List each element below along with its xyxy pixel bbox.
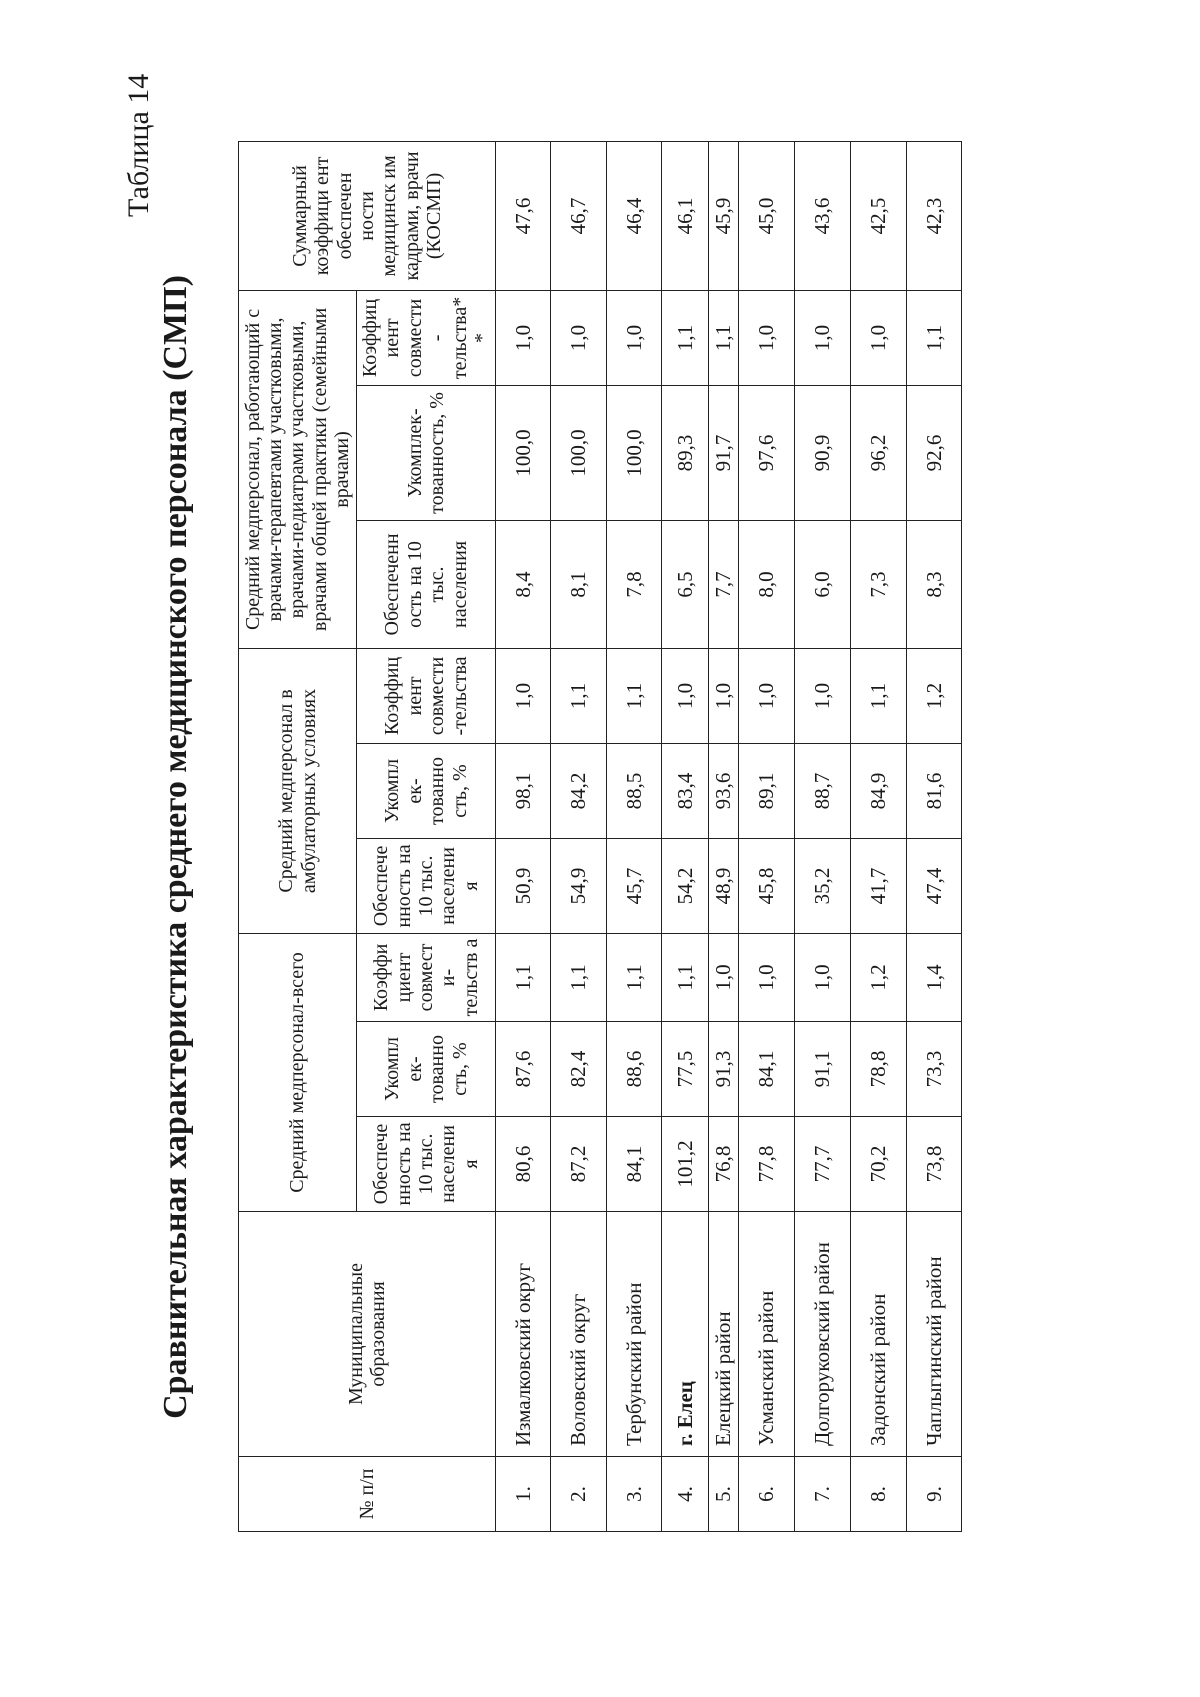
cell-district-staffing: 100,0 (607, 385, 662, 520)
cell-ambulatory-coefficient: 1,0 (795, 648, 851, 743)
cell-total-staffing: 88,6 (607, 1022, 662, 1117)
cell-total-coefficient: 1,2 (851, 933, 907, 1021)
cell-district-staffing: 96,2 (851, 385, 907, 520)
cell-district-coefficient: 1,0 (496, 290, 551, 385)
header-group-ambulatory: Средний медперсонал в амбулаторных условиях (239, 648, 357, 933)
cell-municipality: Чаплыгинский район (907, 1212, 962, 1457)
cell-ambulatory-staffing: 93,6 (709, 743, 739, 838)
header-ambulatory-staffing: Укомпл ек- тованно сть, % (357, 743, 496, 838)
cell-ambulatory-staffing: 84,2 (551, 743, 607, 838)
header-total-provision: Обеспече нность на 10 тыс. населени я (357, 1117, 496, 1212)
cell-total-staffing: 77,5 (662, 1022, 709, 1117)
table-row (739, 141, 795, 1531)
cell-municipality: г. Елец (662, 1212, 709, 1457)
cell-district-coefficient: 1,1 (662, 290, 709, 385)
table-row (607, 141, 662, 1531)
cell-ambulatory-provision: 45,8 (739, 838, 795, 933)
cell-ambulatory-staffing: 83,4 (662, 743, 709, 838)
cell-ambulatory-staffing: 88,7 (795, 743, 851, 838)
table-body (496, 141, 962, 1531)
cell-ambulatory-staffing: 89,1 (739, 743, 795, 838)
table-number-label: Таблица 14 (122, 73, 155, 217)
cell-district-provision: 7,8 (607, 520, 662, 648)
cell-ambulatory-coefficient: 1,1 (607, 648, 662, 743)
table-row (851, 141, 907, 1531)
header-district-staffing: Укомплек- тованность, % (357, 385, 496, 520)
document-title: Сравнительная характеристика среднего медицинского персонала (СМП) (157, 275, 194, 1419)
cell-ambulatory-provision: 47,4 (907, 838, 962, 933)
cell-ambulatory-coefficient: 1,0 (709, 648, 739, 743)
cell-ambulatory-coefficient: 1,1 (851, 648, 907, 743)
cell-kosmp: 46,7 (551, 141, 607, 290)
cell-total-coefficient: 1,1 (551, 933, 607, 1021)
header-ambulatory-provision: Обеспече нность на 10 тыс. населени я (357, 838, 496, 933)
cell-kosmp: 45,0 (739, 141, 795, 290)
cell-ambulatory-staffing: 98,1 (496, 743, 551, 838)
cell-total-provision: 101,2 (662, 1117, 709, 1212)
cell-ambulatory-provision: 41,7 (851, 838, 907, 933)
cell-district-provision: 7,3 (851, 520, 907, 648)
cell-district-coefficient: 1,0 (851, 290, 907, 385)
cell-total-coefficient: 1,0 (709, 933, 739, 1021)
header-kosmp: Суммарный коэффици ент обеспечен ности медицинск им кадрами, врачи (КОСМП) (239, 141, 496, 290)
table-row (551, 141, 607, 1531)
header-number: № п/п (239, 1457, 496, 1532)
cell-municipality: Измалковский округ (496, 1212, 551, 1457)
cell-ambulatory-coefficient: 1,1 (551, 648, 607, 743)
cell-ambulatory-coefficient: 1,0 (739, 648, 795, 743)
cell-number: 4. (662, 1457, 709, 1532)
cell-total-coefficient: 1,1 (607, 933, 662, 1021)
cell-number: 6. (739, 1457, 795, 1532)
cell-total-provision: 84,1 (607, 1117, 662, 1212)
cell-district-staffing: 100,0 (496, 385, 551, 520)
header-total-staffing: Укомпл ек- тованно сть, % (357, 1022, 496, 1117)
cell-number: 5. (709, 1457, 739, 1532)
table-row (907, 141, 962, 1531)
cell-number: 3. (607, 1457, 662, 1532)
cell-total-provision: 77,8 (739, 1117, 795, 1212)
cell-district-provision: 8,0 (739, 520, 795, 648)
cell-ambulatory-coefficient: 1,2 (907, 648, 962, 743)
cell-district-staffing: 91,7 (709, 385, 739, 520)
cell-district-coefficient: 1,0 (739, 290, 795, 385)
header-district-provision: Обеспеченн ость на 10 тыс. населения (357, 520, 496, 648)
cell-total-provision: 87,2 (551, 1117, 607, 1212)
cell-municipality: Долгоруковский район (795, 1212, 851, 1457)
cell-district-provision: 8,1 (551, 520, 607, 648)
cell-kosmp: 42,3 (907, 141, 962, 290)
cell-total-staffing: 78,8 (851, 1022, 907, 1117)
header-group-district: Средний медперсонал, работающий с врачами-терапевтами участковыми, врачами-педиатрами участковыми, врачами общей практики (семейными врачами) (239, 290, 357, 648)
cell-total-provision: 76,8 (709, 1117, 739, 1212)
cell-total-coefficient: 1,0 (739, 933, 795, 1021)
table-row (662, 141, 709, 1531)
cell-district-provision: 6,0 (795, 520, 851, 648)
cell-municipality: Елецкий район (709, 1212, 739, 1457)
cell-ambulatory-provision: 54,2 (662, 838, 709, 933)
cell-ambulatory-staffing: 84,9 (851, 743, 907, 838)
cell-district-provision: 6,5 (662, 520, 709, 648)
cell-district-staffing: 100,0 (551, 385, 607, 520)
cell-district-staffing: 90,9 (795, 385, 851, 520)
cell-total-coefficient: 1,0 (795, 933, 851, 1021)
cell-number: 1. (496, 1457, 551, 1532)
cell-kosmp: 47,6 (496, 141, 551, 290)
header-municipality: Муниципальные образования (239, 1212, 496, 1457)
cell-total-staffing: 87,6 (496, 1022, 551, 1117)
cell-total-staffing: 91,1 (795, 1022, 851, 1117)
cell-number: 9. (907, 1457, 962, 1532)
cell-district-provision: 8,4 (496, 520, 551, 648)
cell-kosmp: 43,6 (795, 141, 851, 290)
table-row (709, 141, 739, 1531)
cell-municipality: Тербунский район (607, 1212, 662, 1457)
cell-ambulatory-staffing: 81,6 (907, 743, 962, 838)
cell-ambulatory-provision: 35,2 (795, 838, 851, 933)
header-total-coefficient: Коэффи циент совмест и- тельств а (357, 933, 496, 1021)
cell-district-provision: 8,3 (907, 520, 962, 648)
cell-kosmp: 45,9 (709, 141, 739, 290)
cell-district-coefficient: 1,1 (709, 290, 739, 385)
cell-total-provision: 70,2 (851, 1117, 907, 1212)
cell-ambulatory-coefficient: 1,0 (496, 648, 551, 743)
cell-district-staffing: 97,6 (739, 385, 795, 520)
cell-district-coefficient: 1,1 (907, 290, 962, 385)
cell-total-provision: 77,7 (795, 1117, 851, 1212)
cell-total-staffing: 82,4 (551, 1022, 607, 1117)
cell-total-coefficient: 1,1 (662, 933, 709, 1021)
cell-ambulatory-provision: 50,9 (496, 838, 551, 933)
cell-municipality: Воловский округ (551, 1212, 607, 1457)
cell-total-staffing: 84,1 (739, 1022, 795, 1117)
cell-number: 2. (551, 1457, 607, 1532)
cell-ambulatory-provision: 45,7 (607, 838, 662, 933)
cell-number: 8. (851, 1457, 907, 1532)
cell-kosmp: 46,4 (607, 141, 662, 290)
cell-municipality: Усманский район (739, 1212, 795, 1457)
table-row (795, 141, 851, 1531)
cell-district-staffing: 89,3 (662, 385, 709, 520)
cell-ambulatory-staffing: 88,5 (607, 743, 662, 838)
cell-number: 7. (795, 1457, 851, 1532)
cell-district-coefficient: 1,0 (551, 290, 607, 385)
cell-total-provision: 73,8 (907, 1117, 962, 1212)
header-group-total: Средний медперсонал-всего (239, 933, 357, 1211)
cell-total-coefficient: 1,4 (907, 933, 962, 1021)
cell-kosmp: 42,5 (851, 141, 907, 290)
cell-district-coefficient: 1,0 (795, 290, 851, 385)
cell-municipality: Задонский район (851, 1212, 907, 1457)
cell-district-coefficient: 1,0 (607, 290, 662, 385)
table-row (496, 141, 551, 1531)
cell-total-staffing: 73,3 (907, 1022, 962, 1117)
cell-total-provision: 80,6 (496, 1117, 551, 1212)
cell-total-staffing: 91,3 (709, 1022, 739, 1117)
cell-kosmp: 46,1 (662, 141, 709, 290)
cell-ambulatory-coefficient: 1,0 (662, 648, 709, 743)
cell-total-coefficient: 1,1 (496, 933, 551, 1021)
cell-district-staffing: 92,6 (907, 385, 962, 520)
header-district-coefficient: Коэффиц иент совмести - тельства* * (357, 290, 496, 385)
table-header (239, 141, 496, 1531)
header-ambulatory-coefficient: Коэффиц иент совмести -тельства (357, 648, 496, 743)
cell-ambulatory-provision: 48,9 (709, 838, 739, 933)
cell-district-provision: 7,7 (709, 520, 739, 648)
staff-comparison-table (238, 141, 962, 1532)
cell-ambulatory-provision: 54,9 (551, 838, 607, 933)
